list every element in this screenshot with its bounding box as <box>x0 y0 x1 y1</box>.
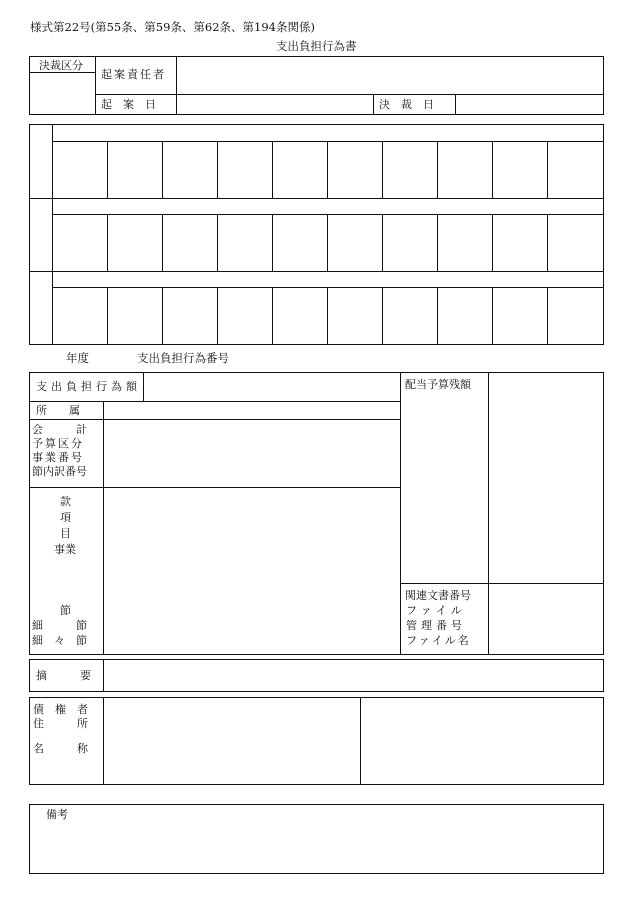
tekiyou-label: 摘 要 <box>36 669 91 682</box>
saikensha-label: 債 権 者 <box>33 703 88 716</box>
kaikei-field[interactable] <box>105 421 398 486</box>
kamoku-field[interactable] <box>105 489 398 653</box>
kessai-kubun-field[interactable] <box>31 74 94 114</box>
kaikei-label: 会 計 <box>32 423 87 436</box>
saisetsu-label: 細 節 <box>32 619 87 632</box>
amount-label: 支出負担行為額 <box>36 380 141 393</box>
yosan-kubun-label: 予算区分 <box>32 437 84 450</box>
kessai-bi-label: 決 裁 日 <box>379 98 434 111</box>
jigyou-label: 事業 <box>54 543 76 556</box>
amount-field[interactable] <box>145 374 398 400</box>
saisaisetsu-label: 細 々 節 <box>32 634 87 647</box>
kessai-bi-field[interactable] <box>457 96 602 114</box>
kessai-kubun-label: 決裁区分 <box>39 59 83 72</box>
shozoku-field[interactable] <box>105 403 398 418</box>
creditor-extra-field[interactable] <box>362 699 602 783</box>
kanren-field[interactable] <box>490 585 602 653</box>
kian-bi-label: 起 案 日 <box>101 98 156 111</box>
file-label: ファイル <box>406 604 466 617</box>
bangou-label: 支出負担行為番号 <box>137 351 229 365</box>
creditor-field[interactable] <box>105 699 358 783</box>
tekiyou-field[interactable] <box>105 661 602 690</box>
remarks-label: 備考 <box>46 808 68 821</box>
nendo-label: 年度 <box>66 351 89 365</box>
kian-sekininsha-field[interactable] <box>178 58 602 93</box>
form-id: 様式第22号(第55条、第59条、第62条、第194条関係) <box>30 20 315 34</box>
kanri-label: 管理番号 <box>406 619 466 632</box>
filename-label: ファイル名 <box>406 634 471 647</box>
setsu-label: 節 <box>60 604 71 617</box>
kian-sekininsha-label: 起案責任者 <box>101 68 166 81</box>
haitou-label: 配当予算残額 <box>405 378 471 391</box>
kian-bi-field[interactable] <box>178 96 371 114</box>
kan-label: 款 <box>60 495 71 508</box>
meisho-label: 名 称 <box>33 742 88 755</box>
shozoku-label: 所 属 <box>36 404 80 417</box>
form-title: 支出負担行為書 <box>276 39 357 53</box>
kanren-label: 関連文書番号 <box>405 589 471 602</box>
setsu-uchiwake-label: 節内訳番号 <box>32 465 87 478</box>
jusho-label: 住 所 <box>33 717 88 730</box>
haitou-field[interactable] <box>490 374 602 581</box>
kou-label: 項 <box>60 511 71 524</box>
remarks-field[interactable] <box>31 824 602 872</box>
seal-grid <box>29 124 604 345</box>
moku-label: 目 <box>60 527 71 540</box>
jigyo-bango-label: 事業番号 <box>32 451 84 464</box>
